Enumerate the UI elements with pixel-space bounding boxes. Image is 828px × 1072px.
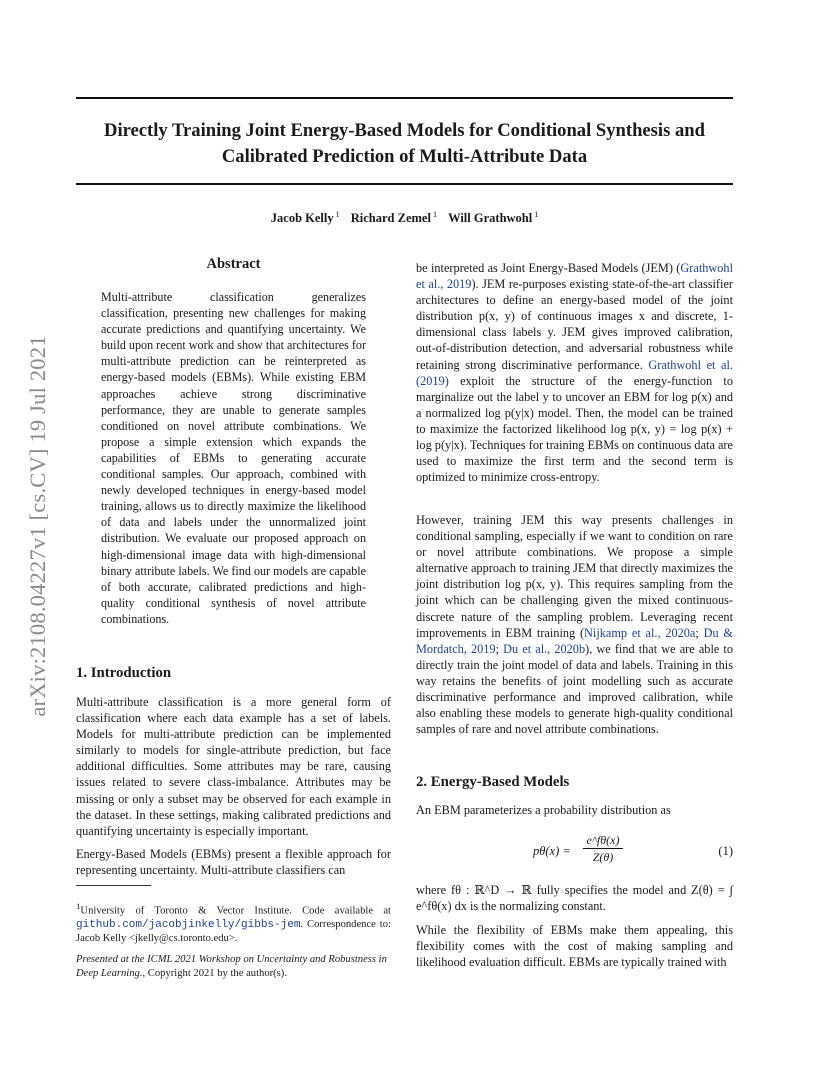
ebm-intro-text: An EBM parameterizes a probability distribution as	[416, 803, 671, 817]
author: Richard Zemel $^1$	[350, 210, 437, 226]
ebm-paragraph: While the flexibility of EBMs make them appealing, this flexibility comes with the cost of making sampling and likelihood evaluation difficult. EBMs are typically trained with	[416, 923, 733, 970]
intro-heading: 1. Introduction	[76, 665, 172, 681]
venue-note: Presented at the ICML 2021 Workshop on Uncertainty and Robustness in Deep Learning., Copyright 2021 by the author(s).	[76, 953, 387, 979]
footnote-rule	[76, 885, 151, 886]
author: Jacob Kelly $^1$	[270, 210, 340, 226]
footnote: $^1$University of Toronto & Vector Institute. Code available at github.com/jacobjinkelly/gibbs-jem. Correspondence to: Jacob Kelly <jkelly@cs.toronto.edu>.	[76, 900, 391, 945]
title-line-2: Calibrated Prediction of Multi-Attribute Data	[221, 146, 588, 167]
right-paragraph-2: However, training JEM this way presents challenges in conditional sampling, especially if we want to condition on rare or novel attribute combinations. We propose a simple alternative approach to training JEM that directly maximizes the joint distribution log p(x, y). This requires sampling from the joint which can be challenging given the mixed continuous-discrete nature of the sampling problem. Leveraging recent improvements in EBM training (Nijkamp et al., 2020a; Du & Mordatch, 2019; Du et al., 2020b), we find that we are able to directly train the joint model of data and labels. Training in this way retains the benefits of joint modelling such as accurate discriminative performance and improved calibration, while also enabling these models to generate high-quality conditional samples of rare and novel attribute combinations.	[416, 513, 733, 737]
equation-number: (1)	[718, 844, 733, 858]
code-link[interactable]: github.com/jacobjinkelly/gibbs-jem	[76, 919, 301, 932]
ebm-definition-text: where fθ : ℝ^D → ℝ fully specifies the model and Z(θ) = ∫ e^fθ(x) dx is the normalizing constant.	[416, 883, 733, 914]
top-rule	[76, 97, 733, 99]
arxiv-sidebar	[21, 296, 55, 756]
equation-1	[416, 832, 733, 870]
citation-link[interactable]: Du & Mordatch, 2019	[416, 625, 733, 656]
equation-denominator: Z(θ)	[592, 850, 614, 864]
author: Will Grathwohl $^1$	[448, 210, 539, 226]
intro-paragraph-1: Multi-attribute classification is a more general form of classification where each data example has a set of labels. Models for multi-attribute prediction can be implemented similarly to models for single-attribute prediction, but face additional difficulties. Some attributes may be rare, causing issues related to severe class-imbalance. Attributes may be missing or only a subset may be observed for each example in the dataset. In these settings, making calibrated predictions and quantifying uncertainty is especially important.	[76, 695, 391, 838]
citation-link[interactable]: Grathwohl et al. (2019)	[416, 357, 733, 388]
arxiv-identifier: arXiv:2108.04227v1 [cs.CV] 19 Jul 2021	[25, 335, 50, 717]
abstract-text: Multi-attribute classification generalizes classification, presenting new challenges for making accurate predictions and quantifying uncertainty. We build upon recent work and show that architectures for multi-attribute prediction can be reinterpreted as energy-based models (EBMs). While existing EBM approaches achieve strong discriminative performance, they are unable to generate samples conditioned on novel attribute combinations. We propose a simple extension which expands the capabilities of EBMs to generating accurate conditional samples. Our approach, combined with newly developed techniques in energy-based model training, allows us to directly maximize the likelihood of data and labels under the unnormalized joint distribution. We evaluate our proposed approach on high-dimensional image data with high-dimensional binary attribute labels. We find our models are capable of both accurate, calibrated predictions and high-quality conditional synthesis of novel attribute combinations.	[101, 290, 366, 626]
citation-link[interactable]: Du et al., 2020b	[503, 641, 586, 656]
title-line-1: Directly Training Joint Energy-Based Models for Conditional Synthesis and	[104, 120, 705, 141]
equation-fraction	[583, 832, 623, 866]
title-bottom-rule	[76, 183, 733, 185]
ebm-heading: 2. Energy-Based Models	[416, 774, 570, 790]
abstract-heading: Abstract	[206, 256, 261, 272]
intro-paragraph-2: Energy-Based Models (EBMs) present a flexible approach for representing uncertainty. Multi-attribute classifiers can	[76, 847, 391, 878]
equation-lhs: pθ(x) =	[533, 844, 571, 858]
citation-link[interactable]: Grathwohl et al., 2019	[416, 261, 733, 292]
right-paragraph-1: be interpreted as Joint Energy-Based Models (JEM) (Grathwohl et al., 2019). JEM re-purposes existing state-of-the-art classifier architectures to define an energy-based model of the joint distribution p(x, y) of continuous images x and discrete, 1-dimensional class labels y. JEM gives improved calibration, out-of-distribution detection, and adversarial robustness while retaining strong discriminative performance. Grathwohl et al. (2019) exploit the structure of the energy-function to marginalize out the label y to uncover an EBM for log p(x) and a normalized log p(y|x) model. Then, the model can be trained to maximize the factorized likelihood log p(x, y) = log p(x) + log p(y|x). Techniques for training EBMs on continuous data are used to maximize the first term and the second term is optimized to minimize cross-entropy.	[416, 261, 733, 485]
author-list	[76, 210, 733, 226]
equation-numerator: e^fθ(x)	[583, 832, 623, 849]
citation-link[interactable]: Nijkamp et al., 2020a	[584, 625, 696, 640]
paper-title	[76, 118, 733, 170]
